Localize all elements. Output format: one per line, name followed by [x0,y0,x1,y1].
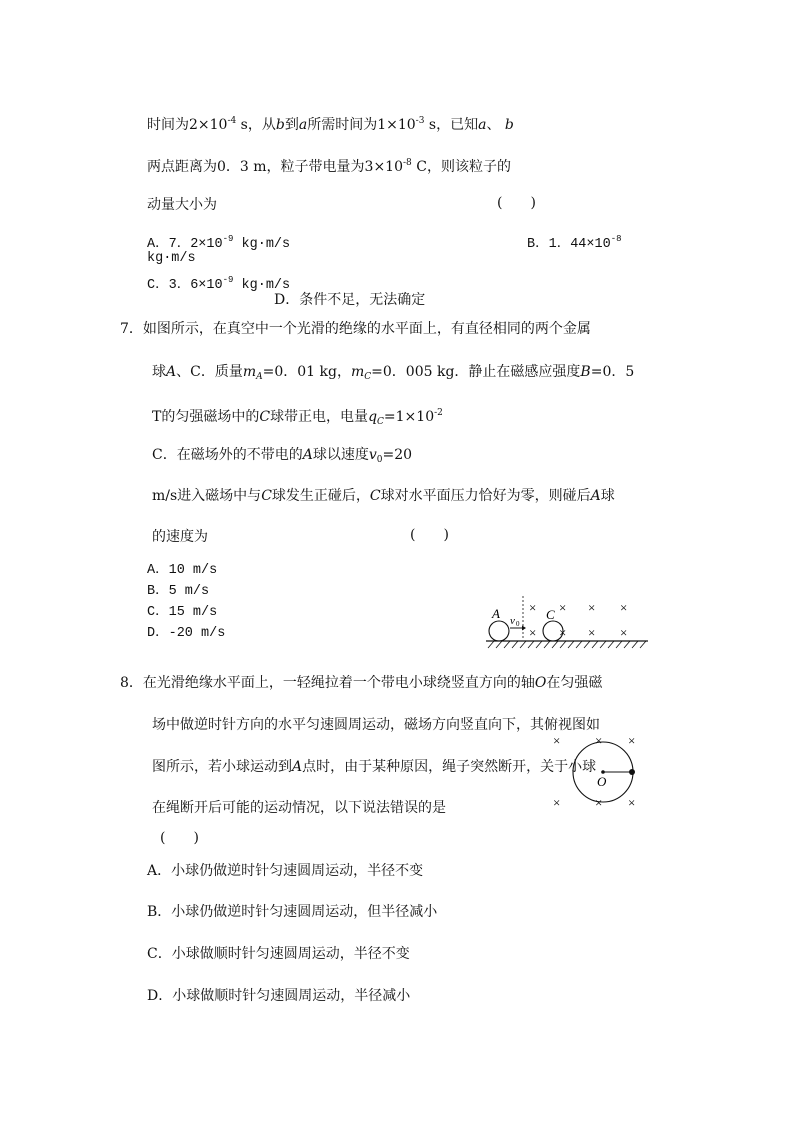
option-text: kg·m/s [233,278,291,293]
q7-text: 球带正电，电量 [270,409,369,425]
q7-text: 球 [600,488,615,504]
option-text: A．7．2×10 [147,237,223,252]
q7-option-d: D．-20 m/s [147,626,226,641]
field-cross: × [553,733,561,748]
q8-line-1 [120,674,602,692]
q7-option-c: C．15 m/s [147,605,218,620]
q7-line-1: 7．如图所示，在真空中一个光滑的绝缘的水平面上，有直径相同的两个金属 [120,321,591,337]
q8-text: 8．在光滑绝缘水平面上，一轻绳拉着一个带电小球绕竖直方向的轴 [120,675,535,691]
q7-text: =0．005 kg．静止在磁感应强度 [371,364,581,380]
var-m: m [242,364,257,380]
field-cross: × [559,600,567,615]
field-cross: × [588,600,596,615]
subscript: 0 [376,455,383,465]
field-cross: × [559,625,567,640]
q6-text: 到 [284,117,299,133]
q7-text: m/s进入磁场中与 [152,488,262,504]
exponent: -9 [222,234,234,244]
q7-text: 、C．质量 [176,364,243,380]
ball-a [629,769,635,775]
field-cross: × [628,795,636,810]
var-b: b [275,117,285,133]
arrow-head [522,626,526,631]
q8-answer-paren: ( ) [160,830,199,846]
var-m: m [350,364,365,380]
var-b: B [580,364,591,380]
q6-option-b [527,230,622,254]
q6-text: 、 [486,117,501,133]
q8-figure [548,726,648,816]
var-o: O [534,675,547,691]
q7-text: =0．01 kg， [262,364,351,380]
option-text: kg·m/s [233,237,291,252]
q6-text: 时间为2×10 [147,117,228,133]
option-text: C．3．6×10 [147,278,223,293]
q8-option-d: D．小球做顺时针匀速圆周运动，半径减小 [147,988,411,1004]
var-q: q [368,409,378,425]
label-o: O [597,774,607,789]
q6-text: s，已知 [424,117,479,133]
field-cross: × [628,733,636,748]
var-c: C [261,488,272,504]
field-cross: × [620,625,628,640]
q8-text: 点时，由于某种原因，绳子突然断开，关于小球 [302,759,597,775]
label-a: A [492,606,500,621]
q7-text: T的匀强磁场中的 [152,409,260,425]
subscript: C [377,417,384,427]
q6-line-1 [147,112,514,134]
q7-text: C．在磁场外的不带电的 [152,447,303,463]
exponent: -8 [403,158,412,168]
q7-text: 球发生正碰后， [271,488,370,504]
q7-line-6: 的速度为 [152,529,208,545]
q6-text: 所需时间为1×10 [307,117,416,133]
q8-text: 图所示，若小球运动到 [152,759,292,775]
q7-text: 球以速度 [312,447,369,463]
label-v-sub: 0 [516,620,520,628]
q6-option-b-unit: kg·m/s [147,251,196,266]
var-c: C [259,409,271,425]
var-a: A [166,364,177,380]
q7-figure [480,592,652,650]
field-cross: × [595,795,603,810]
exponent: -3 [415,116,425,126]
exponent: -4 [227,116,237,126]
q7-text: =1×10 [383,409,435,425]
exponent: -2 [434,408,443,418]
q8-line-2: 场中做逆时针方向的水平匀速圆周运动，磁场方向竖直向下，其俯视图如 [152,717,600,733]
q8-option-a: A．小球仍做逆时针匀速圆周运动，半径不变 [147,863,424,879]
q7-text: 球对水平面压力恰好为零，则碰后 [380,488,591,504]
var-c: C [369,488,381,504]
q8-option-b: B．小球仍做逆时针匀速圆周运动，但半径减小 [147,904,438,920]
ground-hatch [488,641,646,648]
q6-line-2 [147,154,511,176]
q8-option-c: C．小球做顺时针匀速圆周运动，半径不变 [147,946,410,962]
q7-line-5 [152,487,615,505]
field-cross: × [553,795,561,810]
q8-line-4: 在绳断开后可能的运动情况，以下说法错误的是 [152,800,446,816]
q6-text: s，从 [236,117,276,133]
q7-line-4 [152,446,412,469]
q7-text: 球 [152,364,166,380]
field-cross: × [620,600,628,615]
q6-option-c [147,271,290,295]
var-b: b [504,117,514,133]
q7-option-a: A．10 m/s [147,563,218,578]
var-a: A [292,759,303,775]
q6-answer-paren: ( ) [497,195,536,211]
label-v: v [510,615,515,627]
field-cross: × [588,625,596,640]
q8-line-3 [152,758,596,776]
q6-text: 动量大小为 [147,197,217,213]
var-a: a [298,117,308,133]
q7-line-2 [152,363,634,386]
subscript: A [256,372,263,382]
exponent: -8 [610,234,622,244]
var-a: a [478,117,487,133]
option-text: B．1．44×10 [527,237,611,252]
label-c: C [546,607,555,622]
var-a: A [590,488,601,504]
q7-text: =20 [382,447,413,463]
q8-text: 在匀强磁 [546,675,603,691]
field-cross: × [529,625,537,640]
var-v: v [368,447,377,463]
ball-a [489,621,509,641]
q7-text: =0．5 [590,364,635,380]
exponent: -9 [222,275,234,285]
q6-text: C，则该粒子的 [411,159,511,175]
q7-answer-paren: ( ) [410,527,449,543]
q6-text: 两点距离为0．3 m，粒子带电量为3×10 [147,159,403,175]
q6-line-3 [147,196,217,214]
subscript: C [364,372,372,382]
q7-line-3 [152,404,443,431]
q6-option-d: D．条件不足，无法确定 [274,292,426,308]
field-cross: × [529,600,537,615]
q7-option-b: B．5 m/s [147,584,210,599]
var-a: A [302,447,313,463]
field-cross: × [595,733,603,748]
